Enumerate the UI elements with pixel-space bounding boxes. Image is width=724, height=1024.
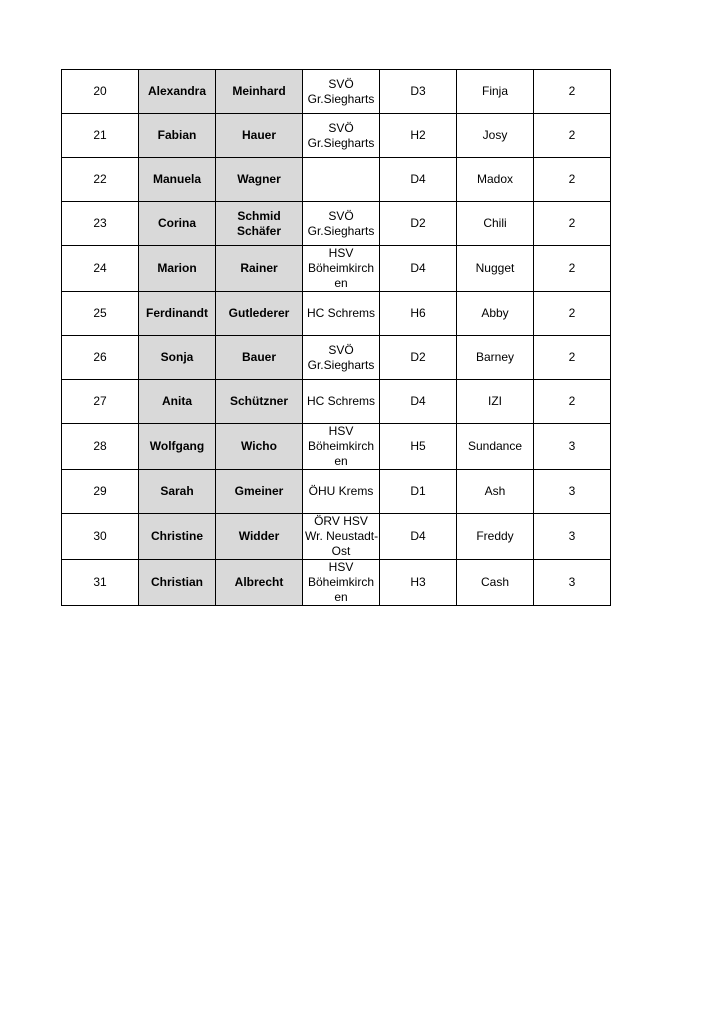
dog-name-cell: IZI xyxy=(457,380,534,424)
first-name-cell: Christian xyxy=(139,560,216,606)
table-row xyxy=(62,380,611,424)
last-name-cell-line: Rainer xyxy=(240,261,278,275)
last-name-cell xyxy=(216,560,303,606)
class-cell: D1 xyxy=(380,470,457,514)
class-cell: D3 xyxy=(380,70,457,114)
club-cell-line: Ost xyxy=(331,544,351,558)
club-cell-line: SVÖ xyxy=(328,342,354,357)
dog-name-cell: Barney xyxy=(457,336,534,380)
table-row xyxy=(62,424,611,470)
club-cell-line: SVÖ xyxy=(328,208,354,223)
last-name-cell-line: Wagner xyxy=(237,172,281,186)
table-row xyxy=(62,292,611,336)
start-number-cell: 21 xyxy=(62,114,139,158)
table-row xyxy=(62,202,611,246)
first-name-cell: Manuela xyxy=(139,158,216,202)
class-cell: H5 xyxy=(380,424,457,470)
club-cell-line: HC Schrems xyxy=(306,306,375,320)
start-number-cell: 27 xyxy=(62,380,139,424)
last-name-cell-line: Hauer xyxy=(241,128,276,142)
first-name-cell: Sonja xyxy=(139,336,216,380)
first-name-cell: Ferdinandt xyxy=(139,292,216,336)
dog-name-cell: Ash xyxy=(457,470,534,514)
last-name-cell-line: Schäfer xyxy=(236,223,282,238)
group-cell: 2 xyxy=(534,246,611,292)
club-cell-line: Böheimkirch xyxy=(307,575,375,589)
group-cell: 3 xyxy=(534,514,611,560)
last-name-cell xyxy=(216,202,303,246)
last-name-cell-line: Schmid xyxy=(237,208,281,223)
first-name-cell: Fabian xyxy=(139,114,216,158)
last-name-cell xyxy=(216,336,303,380)
last-name-cell xyxy=(216,114,303,158)
group-cell: 3 xyxy=(534,470,611,514)
club-cell-line: Böheimkirch xyxy=(307,439,375,453)
club-cell-line: SVÖ xyxy=(328,120,354,135)
dog-name-cell: Abby xyxy=(457,292,534,336)
group-cell: 2 xyxy=(534,336,611,380)
club-cell xyxy=(303,158,380,202)
first-name-cell: Christine xyxy=(139,514,216,560)
first-name-cell: Anita xyxy=(139,380,216,424)
last-name-cell xyxy=(216,424,303,470)
club-cell-line: HSV xyxy=(328,560,354,574)
last-name-cell xyxy=(216,380,303,424)
group-cell: 2 xyxy=(534,292,611,336)
last-name-cell-line: Schützner xyxy=(229,394,288,408)
table-row xyxy=(62,158,611,202)
class-cell: D4 xyxy=(380,380,457,424)
group-cell: 2 xyxy=(534,202,611,246)
group-cell: 3 xyxy=(534,560,611,606)
group-cell: 2 xyxy=(534,114,611,158)
first-name-cell: Alexandra xyxy=(139,70,216,114)
club-cell-line: ÖHU Krems xyxy=(308,484,374,498)
last-name-cell-line: Wicho xyxy=(241,439,277,453)
table-body xyxy=(62,70,611,606)
club-cell xyxy=(303,514,380,560)
start-number-cell: 30 xyxy=(62,514,139,560)
last-name-cell xyxy=(216,292,303,336)
club-cell-line: Gr.Siegharts xyxy=(307,91,375,106)
last-name-cell-line: Albrecht xyxy=(234,575,284,589)
dog-name-cell: Nugget xyxy=(457,246,534,292)
table-row xyxy=(62,560,611,606)
club-cell-line: Gr.Siegharts xyxy=(307,135,375,150)
club-cell xyxy=(303,202,380,246)
last-name-cell xyxy=(216,470,303,514)
last-name-cell xyxy=(216,158,303,202)
group-cell: 2 xyxy=(534,158,611,202)
club-cell-line: HC Schrems xyxy=(306,394,375,408)
table-row xyxy=(62,514,611,560)
club-cell-line: en xyxy=(334,276,348,290)
last-name-cell-line: Gmeiner xyxy=(234,484,284,498)
club-cell-line: Böheimkirch xyxy=(307,261,375,275)
table-row xyxy=(62,114,611,158)
first-name-cell: Wolfgang xyxy=(139,424,216,470)
last-name-cell-line: Gutlederer xyxy=(228,306,290,320)
start-number-cell: 26 xyxy=(62,336,139,380)
class-cell: H2 xyxy=(380,114,457,158)
start-number-cell: 25 xyxy=(62,292,139,336)
class-cell: H6 xyxy=(380,292,457,336)
club-cell xyxy=(303,114,380,158)
start-number-cell: 24 xyxy=(62,246,139,292)
table-row xyxy=(62,470,611,514)
last-name-cell xyxy=(216,514,303,560)
club-cell xyxy=(303,70,380,114)
start-number-cell: 31 xyxy=(62,560,139,606)
club-cell xyxy=(303,336,380,380)
dog-name-cell: Chili xyxy=(457,202,534,246)
dog-name-cell: Sundance xyxy=(457,424,534,470)
class-cell: D4 xyxy=(380,158,457,202)
last-name-cell-line: Bauer xyxy=(241,350,276,364)
club-cell xyxy=(303,246,380,292)
start-number-cell: 20 xyxy=(62,70,139,114)
class-cell: D2 xyxy=(380,336,457,380)
class-cell: H3 xyxy=(380,560,457,606)
first-name-cell: Corina xyxy=(139,202,216,246)
first-name-cell: Sarah xyxy=(139,470,216,514)
club-cell-line: en xyxy=(334,590,348,604)
dog-name-cell: Madox xyxy=(457,158,534,202)
start-number-cell: 23 xyxy=(62,202,139,246)
club-cell-line: ÖRV HSV xyxy=(314,514,368,528)
start-number-cell: 22 xyxy=(62,158,139,202)
dog-name-cell: Cash xyxy=(457,560,534,606)
group-cell: 2 xyxy=(534,380,611,424)
last-name-cell-line: Widder xyxy=(238,529,280,543)
club-cell xyxy=(303,380,380,424)
class-cell: D2 xyxy=(380,202,457,246)
club-cell xyxy=(303,560,380,606)
club-cell-line: HSV xyxy=(328,424,354,438)
table-row xyxy=(62,336,611,380)
club-cell xyxy=(303,470,380,514)
start-number-cell: 29 xyxy=(62,470,139,514)
last-name-cell xyxy=(216,70,303,114)
dog-name-cell: Josy xyxy=(457,114,534,158)
dog-name-cell: Freddy xyxy=(457,514,534,560)
last-name-cell xyxy=(216,246,303,292)
club-cell-line: SVÖ xyxy=(328,76,354,91)
club-cell-line: Gr.Siegharts xyxy=(307,357,375,372)
club-cell-line: en xyxy=(334,454,348,468)
table-row xyxy=(62,70,611,114)
group-cell: 2 xyxy=(534,70,611,114)
first-name-cell: Marion xyxy=(139,246,216,292)
last-name-cell-line: Meinhard xyxy=(232,84,286,98)
dog-name-cell: Finja xyxy=(457,70,534,114)
club-cell-line: Wr. Neustadt- xyxy=(305,529,379,543)
table-row xyxy=(62,246,611,292)
class-cell: D4 xyxy=(380,246,457,292)
participant-table xyxy=(61,69,611,606)
start-number-cell: 28 xyxy=(62,424,139,470)
club-cell xyxy=(303,424,380,470)
club-cell-line: Gr.Siegharts xyxy=(307,223,375,238)
class-cell: D4 xyxy=(380,514,457,560)
group-cell: 3 xyxy=(534,424,611,470)
club-cell xyxy=(303,292,380,336)
club-cell-line: HSV xyxy=(328,246,354,260)
